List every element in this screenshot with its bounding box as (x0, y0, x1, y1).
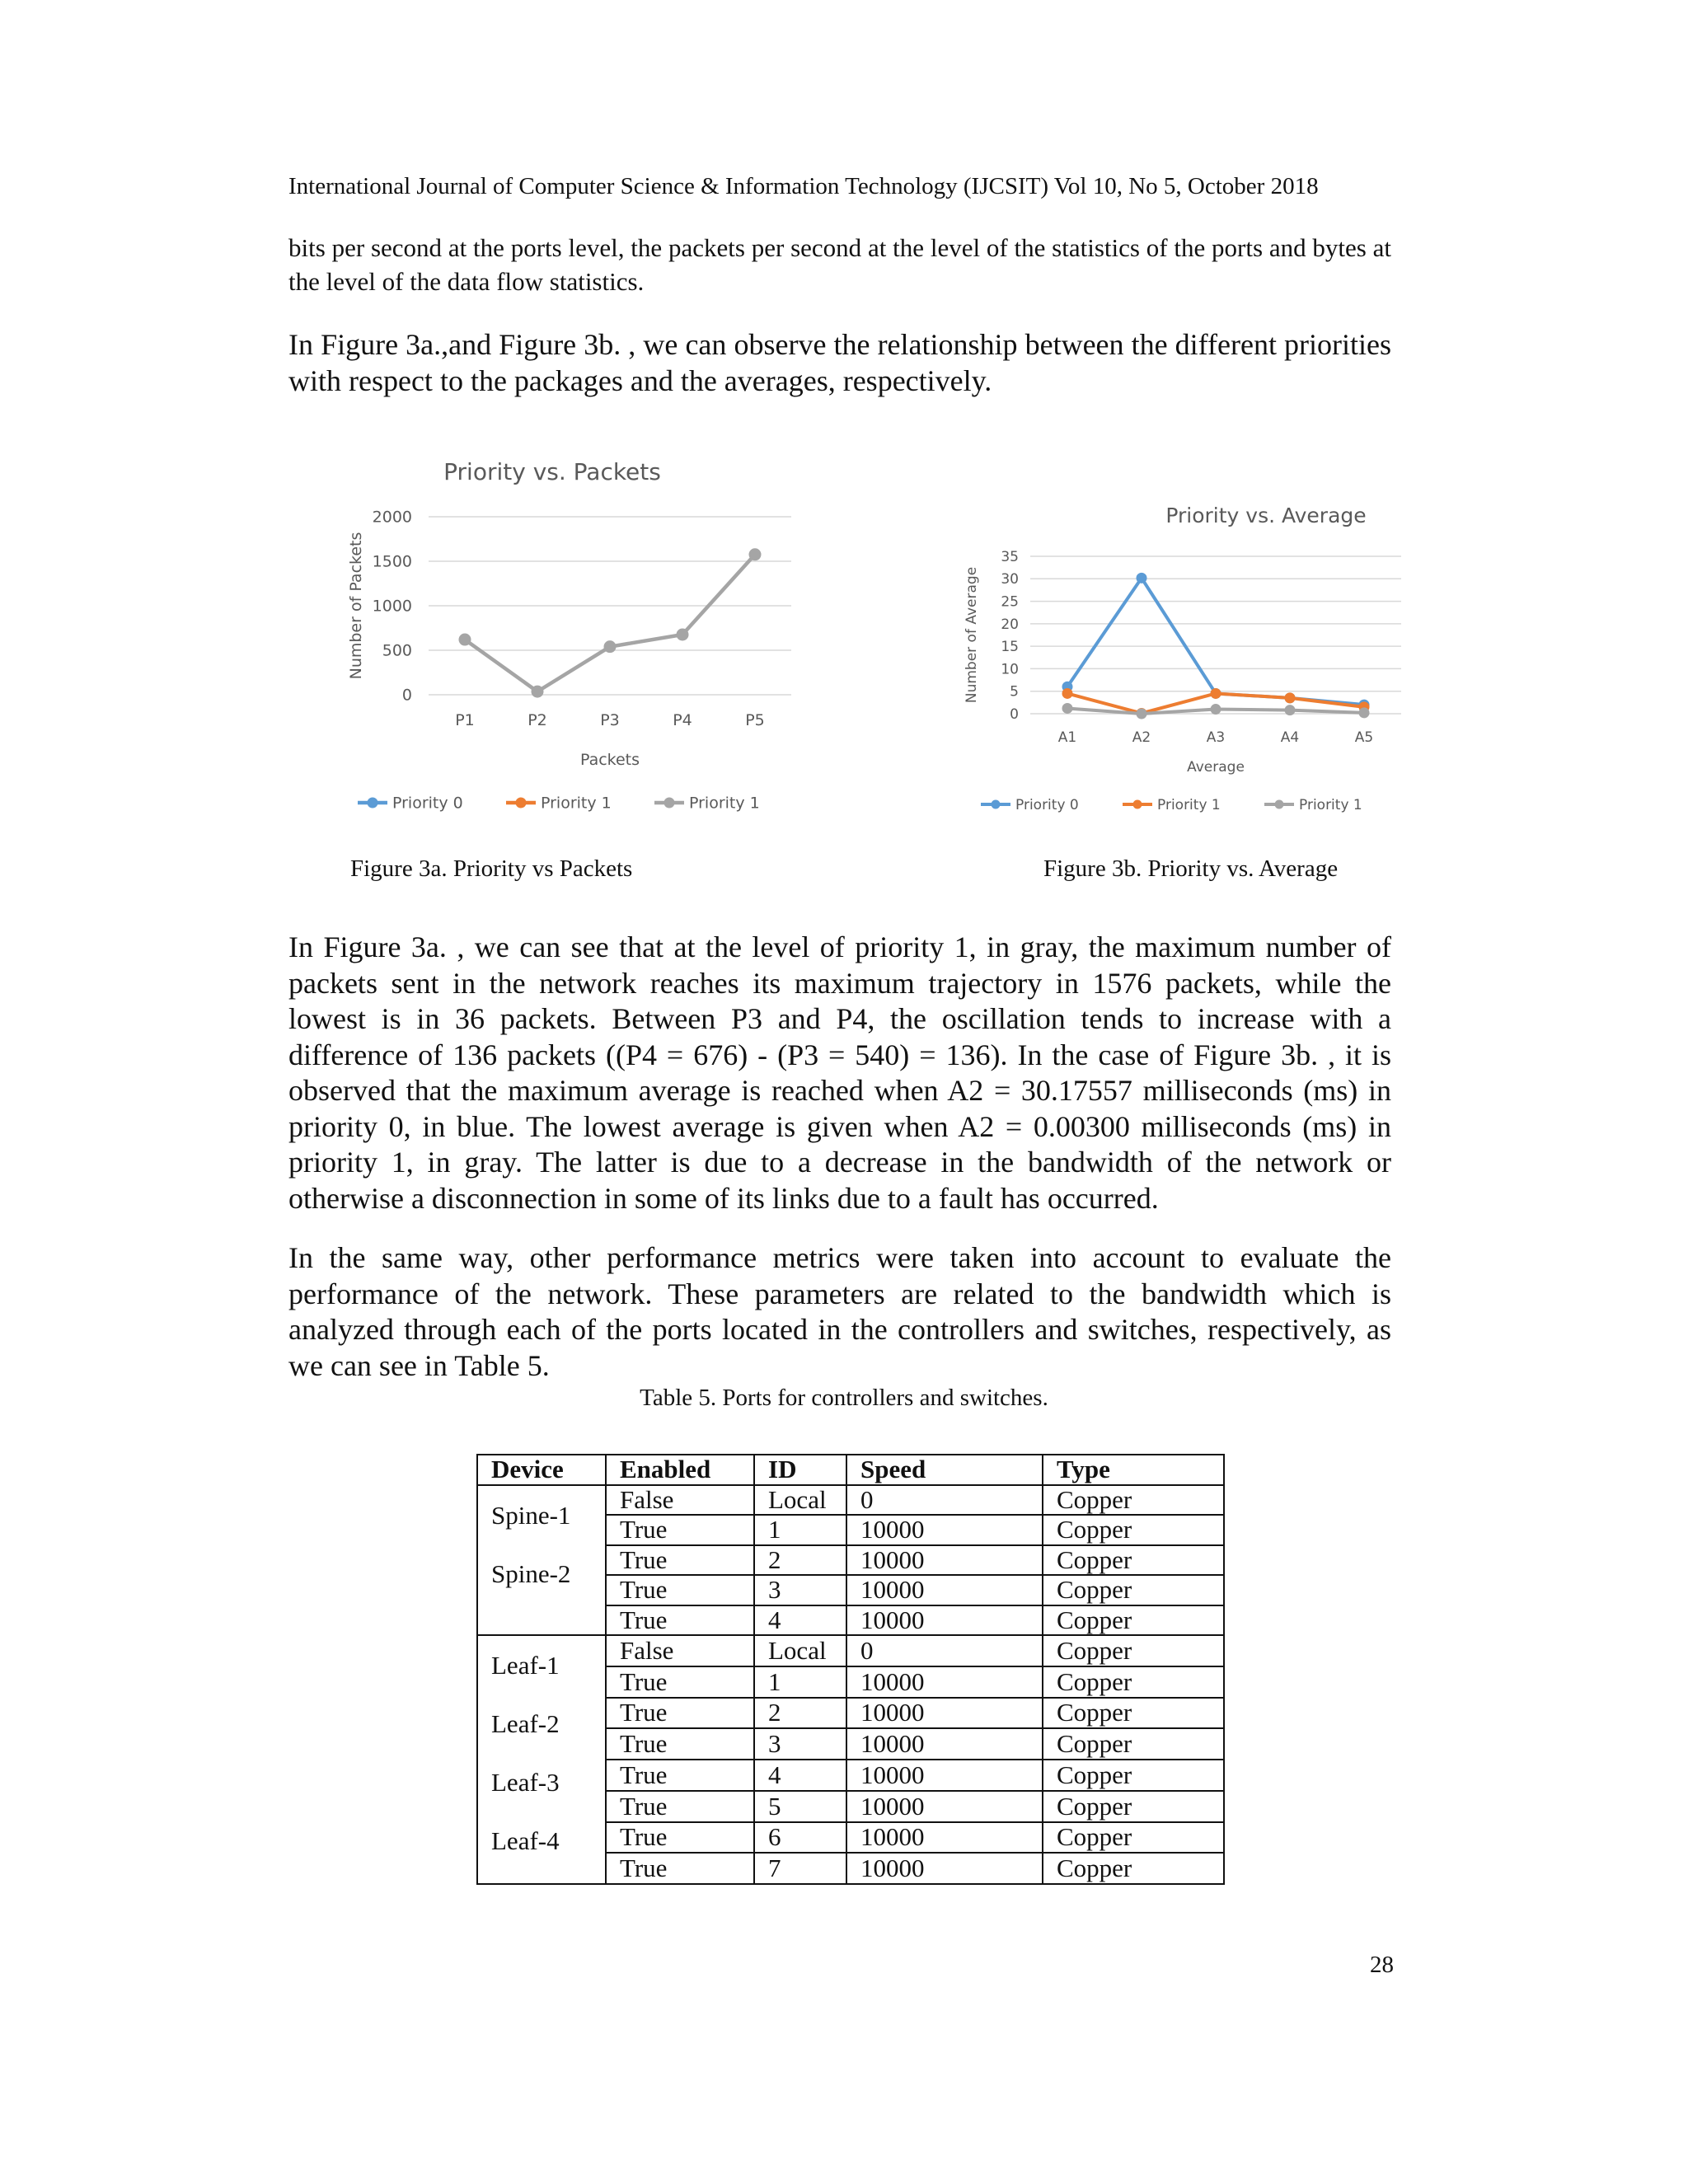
y-tick-label: 20 (1001, 616, 1019, 633)
paragraph-4: In the same way, other performance metrics were taken into account to evaluate the performance of the network. These parameters are related to the bandwidth which is analyzed through each of the ports located in the controllers and switches, respectively, as we can see in Table 5. (288, 1241, 1391, 1382)
legend-marker (664, 798, 675, 808)
type-cell: Copper (1043, 1635, 1224, 1666)
device-group-spine (477, 1485, 606, 1636)
y-axis-label: Number of Packets (347, 532, 365, 680)
speed-cell: 10000 (846, 1545, 1043, 1576)
legend-label: Priority 0 (1015, 796, 1079, 813)
paragraph-1: bits per second at the ports level, the packets per second at the level of the statistics of the ports and bytes at the level of the data flow statistics. (288, 233, 1391, 296)
device-name: Spine-2 (491, 1558, 571, 1588)
x-tick-label: A4 (1280, 729, 1300, 746)
enabled-cell: True (606, 1822, 754, 1854)
speed-cell: 10000 (846, 1760, 1043, 1791)
data-point (677, 628, 689, 640)
legend-label: Priority 0 (392, 794, 463, 813)
y-axis-label: Number of Average (964, 566, 980, 704)
data-point (1062, 703, 1073, 714)
legend-marker (516, 798, 527, 808)
x-axis-label: Average (1187, 759, 1245, 776)
id-cell: 2 (754, 1545, 846, 1576)
running-header: International Journal of Computer Science & Information Technology (IJCSIT) Vol 10, No 5, October 2018 (288, 173, 1319, 199)
figure-3b-caption: Figure 3b. Priority vs. Average (1043, 855, 1339, 882)
series-line (465, 555, 755, 691)
speed-cell: 0 (846, 1635, 1043, 1666)
enabled-cell: True (606, 1853, 754, 1884)
enabled-cell: False (606, 1485, 754, 1516)
x-tick-label: P3 (600, 711, 620, 729)
id-cell: 3 (754, 1575, 846, 1605)
data-point (1211, 704, 1221, 715)
x-tick-label: A2 (1132, 729, 1151, 746)
type-cell: Copper (1043, 1791, 1224, 1822)
enabled-cell: True (606, 1515, 754, 1545)
id-cell: 1 (754, 1515, 846, 1545)
device-group-leaf (477, 1635, 606, 1884)
table-header-row (477, 1455, 1224, 1485)
data-point (459, 634, 471, 646)
y-tick-label: 15 (1001, 639, 1019, 656)
id-cell: 2 (754, 1698, 846, 1729)
type-cell: Copper (1043, 1605, 1224, 1636)
type-cell: Copper (1043, 1545, 1224, 1576)
y-tick-label: 5 (1010, 683, 1019, 701)
enabled-cell: True (606, 1728, 754, 1760)
data-point (1062, 688, 1073, 699)
x-tick-label: A5 (1354, 729, 1374, 746)
data-point (1285, 705, 1296, 715)
chart-svg-b (948, 486, 1409, 824)
data-point (1359, 707, 1370, 718)
enabled-cell: True (606, 1666, 754, 1698)
speed-cell: 10000 (846, 1605, 1043, 1636)
x-tick-label: A1 (1057, 729, 1077, 746)
paragraph-2: In Figure 3a.,and Figure 3b. , we can observe the relationship between the different priorities with respect to the packages and the averages, respectively. (288, 328, 1391, 397)
id-cell: 4 (754, 1605, 846, 1636)
y-tick-label: 35 (1001, 548, 1019, 565)
speed-cell: 10000 (846, 1791, 1043, 1822)
type-cell: Copper (1043, 1822, 1224, 1854)
y-tick-label: 2000 (372, 508, 412, 527)
page-number: 28 (1370, 1952, 1394, 1978)
speed-cell: 10000 (846, 1666, 1043, 1698)
type-cell: Copper (1043, 1853, 1224, 1884)
data-point (1137, 573, 1147, 583)
legend-label: Priority 1 (1157, 796, 1221, 813)
type-cell: Copper (1043, 1666, 1224, 1698)
y-tick-label: 1500 (372, 552, 412, 571)
legend-label: Priority 1 (1299, 796, 1362, 813)
speed-cell: 10000 (846, 1853, 1043, 1884)
id-cell: Local (754, 1635, 846, 1666)
speed-cell: 10000 (846, 1822, 1043, 1854)
data-point (749, 548, 762, 560)
id-cell: 5 (754, 1791, 846, 1822)
device-name: Spine-1 (491, 1500, 571, 1530)
table-row (477, 1635, 1224, 1666)
speed-cell: 10000 (846, 1575, 1043, 1605)
legend-marker (992, 800, 1001, 809)
legend-marker (368, 798, 378, 808)
id-cell: 1 (754, 1666, 846, 1698)
chart-svg-a (330, 445, 808, 824)
paragraph-3: In Figure 3a. , we can see that at the level of priority 1, in gray, the maximum number of packets sent in the network reaches its maximum trajectory in 1576 packets, while the lowest is in 36 packets. Between P3 and P4, the oscillation tends to increase with a difference of 136 packets ((P4 = 676) - (P3 = 540) = 136). In the case of Figure 3b. , it is observed that the maximum average is reached when A2 = 30.17557 milliseconds (ms) in priority 0, in blue. The lowest average is given when A2 = 0.00300 milliseconds (ms) in priority 1, in gray. The latter is due to a decrease in the bandwidth of the network or otherwise a disconnection in some of its links due to a fault has occurred. (288, 930, 1391, 1215)
id-cell: 3 (754, 1728, 846, 1760)
series-line (1067, 578, 1364, 705)
id-cell: 7 (754, 1853, 846, 1884)
header-type: Type (1043, 1455, 1224, 1485)
speed-cell: 10000 (846, 1515, 1043, 1545)
type-cell: Copper (1043, 1728, 1224, 1760)
y-tick-label: 0 (1010, 705, 1019, 723)
device-name: Leaf-4 (491, 1826, 560, 1855)
enabled-cell: True (606, 1791, 754, 1822)
enabled-cell: False (606, 1635, 754, 1666)
header-id: ID (754, 1455, 846, 1485)
y-tick-label: 500 (382, 641, 412, 660)
id-cell: 6 (754, 1822, 846, 1854)
data-point (1285, 692, 1296, 703)
device-name: Leaf-3 (491, 1768, 560, 1797)
type-cell: Copper (1043, 1515, 1224, 1545)
chart-priority-vs-average (948, 486, 1409, 824)
x-tick-label: P4 (673, 711, 692, 729)
ports-table (476, 1454, 1225, 1885)
device-name: Leaf-2 (491, 1709, 560, 1738)
enabled-cell: True (606, 1760, 754, 1791)
y-tick-label: 0 (401, 686, 412, 705)
data-point (1211, 688, 1221, 699)
type-cell: Copper (1043, 1485, 1224, 1516)
data-point (1137, 708, 1147, 719)
type-cell: Copper (1043, 1575, 1224, 1605)
id-cell: 4 (754, 1760, 846, 1791)
chart-priority-vs-packets (330, 445, 808, 824)
table-caption: Table 5. Ports for controllers and switches. (640, 1385, 1048, 1411)
data-point (532, 686, 544, 698)
data-point (604, 640, 617, 653)
speed-cell: 10000 (846, 1698, 1043, 1729)
header-enabled: Enabled (606, 1455, 754, 1485)
x-axis-label: Packets (579, 751, 640, 769)
y-tick-label: 25 (1001, 593, 1019, 611)
legend-label: Priority 1 (541, 794, 612, 813)
legend-label: Priority 1 (689, 794, 760, 813)
legend-marker (1133, 800, 1142, 809)
figure-3a-caption: Figure 3a. Priority vs Packets (350, 855, 633, 882)
legend-marker (1275, 800, 1284, 809)
x-tick-label: P5 (745, 711, 765, 729)
x-tick-label: A3 (1206, 729, 1226, 746)
x-tick-label: P2 (528, 711, 547, 729)
chart-title: Priority vs. Average (1165, 504, 1367, 527)
y-tick-label: 10 (1001, 661, 1019, 678)
header-speed: Speed (846, 1455, 1043, 1485)
y-tick-label: 1000 (372, 597, 412, 616)
device-name: Leaf-1 (491, 1651, 560, 1680)
enabled-cell: True (606, 1575, 754, 1605)
chart-title: Priority vs. Packets (443, 458, 661, 485)
type-cell: Copper (1043, 1760, 1224, 1791)
x-tick-label: P1 (455, 711, 475, 729)
header-device: Device (477, 1455, 606, 1485)
y-tick-label: 30 (1001, 571, 1019, 588)
table-row (477, 1485, 1224, 1516)
speed-cell: 10000 (846, 1728, 1043, 1760)
type-cell: Copper (1043, 1698, 1224, 1729)
enabled-cell: True (606, 1698, 754, 1729)
enabled-cell: True (606, 1545, 754, 1576)
enabled-cell: True (606, 1605, 754, 1636)
speed-cell: 0 (846, 1485, 1043, 1516)
id-cell: Local (754, 1485, 846, 1516)
